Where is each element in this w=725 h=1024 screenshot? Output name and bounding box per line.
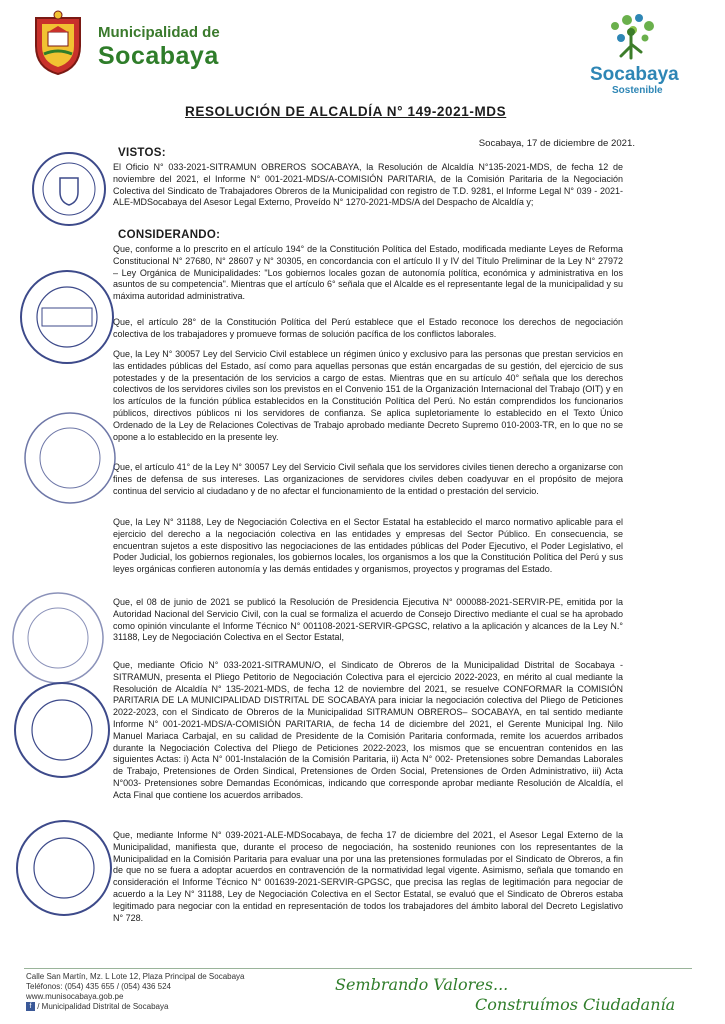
paragraph: Que, la Ley N° 30057 Ley del Servicio Civil establece un régimen único y exclusivo para las personas que prestan servicios en las entidades públicas del Estado, así como para aquellas personas que están encargadas de su gestión, del ejercicio de sus potestades y de la presentación de los servicios a cargo de estas. Mientras que en su artículo 40° señala que los derechos colectivos de los servidores civiles son los previstos en el Convenio 151 de la Organización Internacional del Trabajo (OIT) y en los artículos de la función pública establecidos en la Constitución Política del Perú. No están comprendidos los funcionarios públicos, directivos públicos ni los servidores de confianza. Se aplica supletoriamente lo establecido en el Texto Único Ordenado de la Ley de Relaciones Colectivas de Trabajo aprobado mediante Decreto Supremo 010-2003-TR, en lo que no se opone a lo establecido en la presente ley. — [113, 349, 623, 442]
vistos-heading: VISTOS: — [118, 147, 166, 159]
footer-social[interactable] — [26, 1002, 168, 1011]
brand-name: Socabaya — [590, 64, 679, 85]
facebook-icon: f — [26, 1002, 35, 1011]
paragraph: Que, la Ley N° 31188, Ley de Negociación Colectiva en el Sector Estatal ha establecido el marco normativo aplicable para el ejercicio del derecho a la negociación colectiva en las entidades y empresas del Sector Público. En consecuencia, se encuentran sujetos a este dispositivo las negociaciones de las entidades públicas del Poder Ejecutivo, el Poder Legislativo, el Poder Judicial, los gobiernos regionales, los gobiernos locales, los organismos a los que la Constitución Política del Perú y sus leyes orgánicas confieren autonomía y las demás entidades y organismos, proyectos y programas del Estado. — [113, 517, 623, 575]
asesoria-juridica-stamp — [22, 410, 118, 506]
administracion-stamp — [10, 590, 106, 686]
gerencia-municipal-stamp — [18, 268, 116, 366]
paragraph: Que, el artículo 41° de la Ley N° 30057 Ley del Servicio Civil señala que los servidores civiles tienen derecho a organizarse con fines de defensa de sus intereses. Las organizaciones de servidores civiles deben coadyuvar en el propósito de mejora continua del servicio al ciudadano y de no afectar el funcionamiento de la entidad o prestación del servicio. — [113, 462, 623, 496]
paragraph: Que, el 08 de junio de 2021 se publicó la Resolución de Presidencia Ejecutiva N° 000088-2021-SERVIR-PE, emitida por la Autoridad Nacional del Servicio Civil, con la cual se formaliza el acuerdo de Consejo Directivo mediante el cual se ha aprobado como opinión vinculante el Informe Técnico N° 001108-2021-SERVIR-GPGSC, relativo a la aplicación y alcances de la Ley N.° 31188, Ley de Negociación Colectiva en el Sector Estatal, — [113, 597, 623, 643]
municipal-crest-logo — [30, 10, 86, 76]
footer-address: Calle San Martín, Mz. L Lote 12, Plaza Principal de Socabaya — [26, 972, 245, 981]
footer-divider — [24, 968, 692, 969]
brand-tagline: Sostenible — [612, 85, 663, 96]
district-seal-stamp — [30, 150, 108, 228]
considerando-heading: CONSIDERANDO: — [118, 229, 221, 241]
resolution-date: Socabaya, 17 de diciembre de 2021. — [478, 138, 635, 149]
municipality-label: Municipalidad de — [98, 24, 220, 41]
paragraph: Que, mediante Informe N° 039-2021-ALE-MDSocabaya, de fecha 17 de diciembre del 2021, el Asesor Legal Externo de la Municipalidad, manifiesta que, durante el proceso de negociación, ha sostenido reuniones con los representantes de la Municipalidad en la Comisión Paritaria para evaluar una por una las pretensiones formuladas por el Sindicato de Obreros, a fin de que no se fuera a adoptar acuerdos en contravención de la normatividad legal vigente. Asimismo, señala que tomando en consideración el Informe Técnico N° 001639-2021-SERVIR-GPGSC, que precisa las reglas de legitimación para negociar de acuerdo a la Ley N° 31188, Ley de Negociación Colectiva en el Sector Estatal, se evaluó que el Sindicato de Obreros estaba legitimado para negociar con la entidad en representación de todos los trabajadores del ámbito laboral del Decreto Legislativo N° 728. — [113, 830, 623, 923]
slogan-line-1: Sembrando Valores... — [335, 975, 509, 994]
paragraph: Que, el artículo 28° de la Constitución Política del Perú establece que el Estado reconoce los derechos de negociación colectiva de los trabajadores y promueve formas de solución pacífica de los conflictos laborales. — [113, 317, 623, 339]
footer-website[interactable]: www.munisocabaya.gob.pe — [26, 992, 124, 1001]
slogan-line-2: Construímos Ciudadanía — [475, 995, 676, 1014]
municipality-name: Socabaya — [98, 42, 219, 70]
resolution-title: RESOLUCIÓN DE ALCALDÍA N° 149-2021-MDS — [185, 104, 507, 119]
secretaria-general-stamp — [14, 818, 114, 918]
paragraph: Que, mediante Oficio N° 033-2021-SITRAMUN/O, el Sindicato de Obreros de la Municipalidad Distrital de Socabaya - SITRAMUN, presenta el Pliego Petitorio de Negociación Colectiva para el ejercicio 2022-2023, en mérito al cual mediante la Resolución de Alcaldía N° 135-2021-MDS, de fecha 12 de noviembre del 2021, se resuelve CONFORMAR la COMISIÓN PARITARIA DE LA MUNICIPALIDAD DISTRITAL DE SOCABAYA para iniciar la negociación colectiva del Pliego de Peticiones 2022-2023, con el Sindicato de Obreros de la Municipalidad SITRAMUN OBREROS– SOCABAYA, en tal sentido mediante Informe N° 001-2021-MDS/A-COMISIÓN PARITARIA, de fecha 14 de diciembre del 2021, el Gerente Municipal Ing. Nilo Manuel Mariaca Carbajal, en su calidad de Presidente de la Comisión Paritaria conformada, remite los acuerdos arribados durante la Negociación Colectiva del Pliego de Peticiones 2022-2023, los mismos que se encuentran contenidos en las siguientes Actas: i) Acta N° 001-Instalación de la Comisión Paritaria, ii) Acta N° 002- Pretensiones sobre Demandas Laborales de Trabajo, Pretensiones de Orden Sindical, Pretensiones de Orden Social, Pretensiones de Orden Administrativo, iii) Acta N°003- Pretensiones sobre Demandas Económicas, indicando que corresponde aprobar mediante Resolución de Alcaldía, el Acta Final que contiene los acuerdos arribados. — [113, 660, 623, 800]
footer-phones: Teléfonos: (054) 435 655 / (054) 436 524 — [26, 982, 171, 991]
vistos-text: El Oficio N° 033-2021-SITRAMUN OBREROS SOCABAYA, la Resolución de Alcaldía N°135-2021-MDS, de fecha 12 de noviembre del 2021, el Informe N° 001-2021-MDS/A-COMISIÓN PARITARIA, de la Comisión Paritaria de la Negociación Colectiva del Sindicato de Trabajadores Obreros de la Municipalidad con registro de T.D. 9281, el Informe Legal N° 039 - 2021-ALE-MDSocabaya del Asesor Legal Externo, Proveído N° 1270-2021-MDS/A del Despacho de Alcaldía y; — [113, 162, 623, 208]
paragraph: Que, conforme a lo prescrito en el artículo 194° de la Constitución Política del Estado, modificada mediante Leyes de Reforma Constitucional N° 27680, N° 28607 y N° 30305, en concordancia con el artículo II y IV del Título Preliminar de la Ley N° 27972 – Ley Orgánica de Municipalidades: "Los gobiernos locales gozan de autonomía política, económica y administrativa en los asuntos de su competencia". Mientras que el artículo 6° señala que el Alcalde es el representante legal de la municipalidad y su máxima autoridad administrativa. — [113, 244, 623, 302]
footer-social-label: / Municipalidad Distrital de Socabaya — [37, 1002, 169, 1011]
planificacion-presupuesto-stamp — [12, 680, 112, 780]
